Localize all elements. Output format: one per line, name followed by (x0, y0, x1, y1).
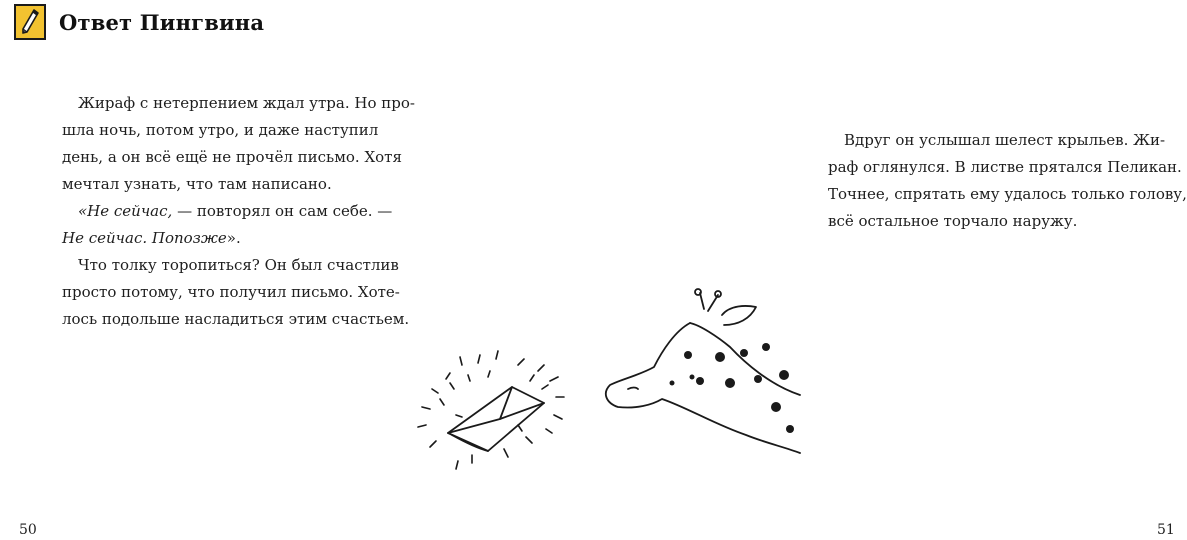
illustration (400, 285, 800, 485)
text-line: Что толку торопиться? Он был счастлив (78, 256, 399, 274)
page-number-left: 50 (19, 522, 37, 538)
quote-rest: ». (226, 229, 241, 247)
rustle-marks (418, 351, 564, 469)
right-body-text (828, 127, 1187, 235)
quote-italic: «Не сейчас, (78, 202, 173, 220)
left-page (0, 0, 415, 540)
chapter-title: Ответ Пингвина (59, 9, 265, 35)
text-line: лось подольше насладиться этим счастьем. (62, 310, 410, 328)
quote-line (62, 198, 392, 225)
quote-line (62, 225, 392, 252)
quote-rest: — повторял он сам себе. — (172, 202, 393, 220)
giraffe-spots (670, 343, 795, 433)
text-line: просто потому, что получил письмо. Хоте- (62, 283, 400, 301)
text-line: Жираф с нетерпением ждал утра. Но про- (78, 94, 415, 112)
left-body-text (62, 90, 415, 333)
text-line: день, а он всё ещё не прочёл письмо. Хотя (62, 148, 402, 166)
quote-italic: Не сейчас. Попозже (62, 229, 227, 247)
text-line: всё остальное торчало наружу. (828, 212, 1078, 230)
text-line: Точнее, спрятать ему удалось только голову, (828, 185, 1187, 203)
page-number-right: 51 (1157, 522, 1175, 538)
text-line: шла ночь, потом утро, и даже наступил (62, 121, 379, 139)
text-line: мечтал узнать, что там написано. (62, 175, 332, 193)
text-line: Вдруг он услышал шелест крыльев. Жи- (844, 131, 1166, 149)
giraffe-head-icon (606, 289, 800, 453)
chapter-header (14, 4, 264, 40)
text-line: раф оглянулся. В листве прятался Пеликан. (828, 158, 1182, 176)
pencil-icon (14, 4, 46, 40)
